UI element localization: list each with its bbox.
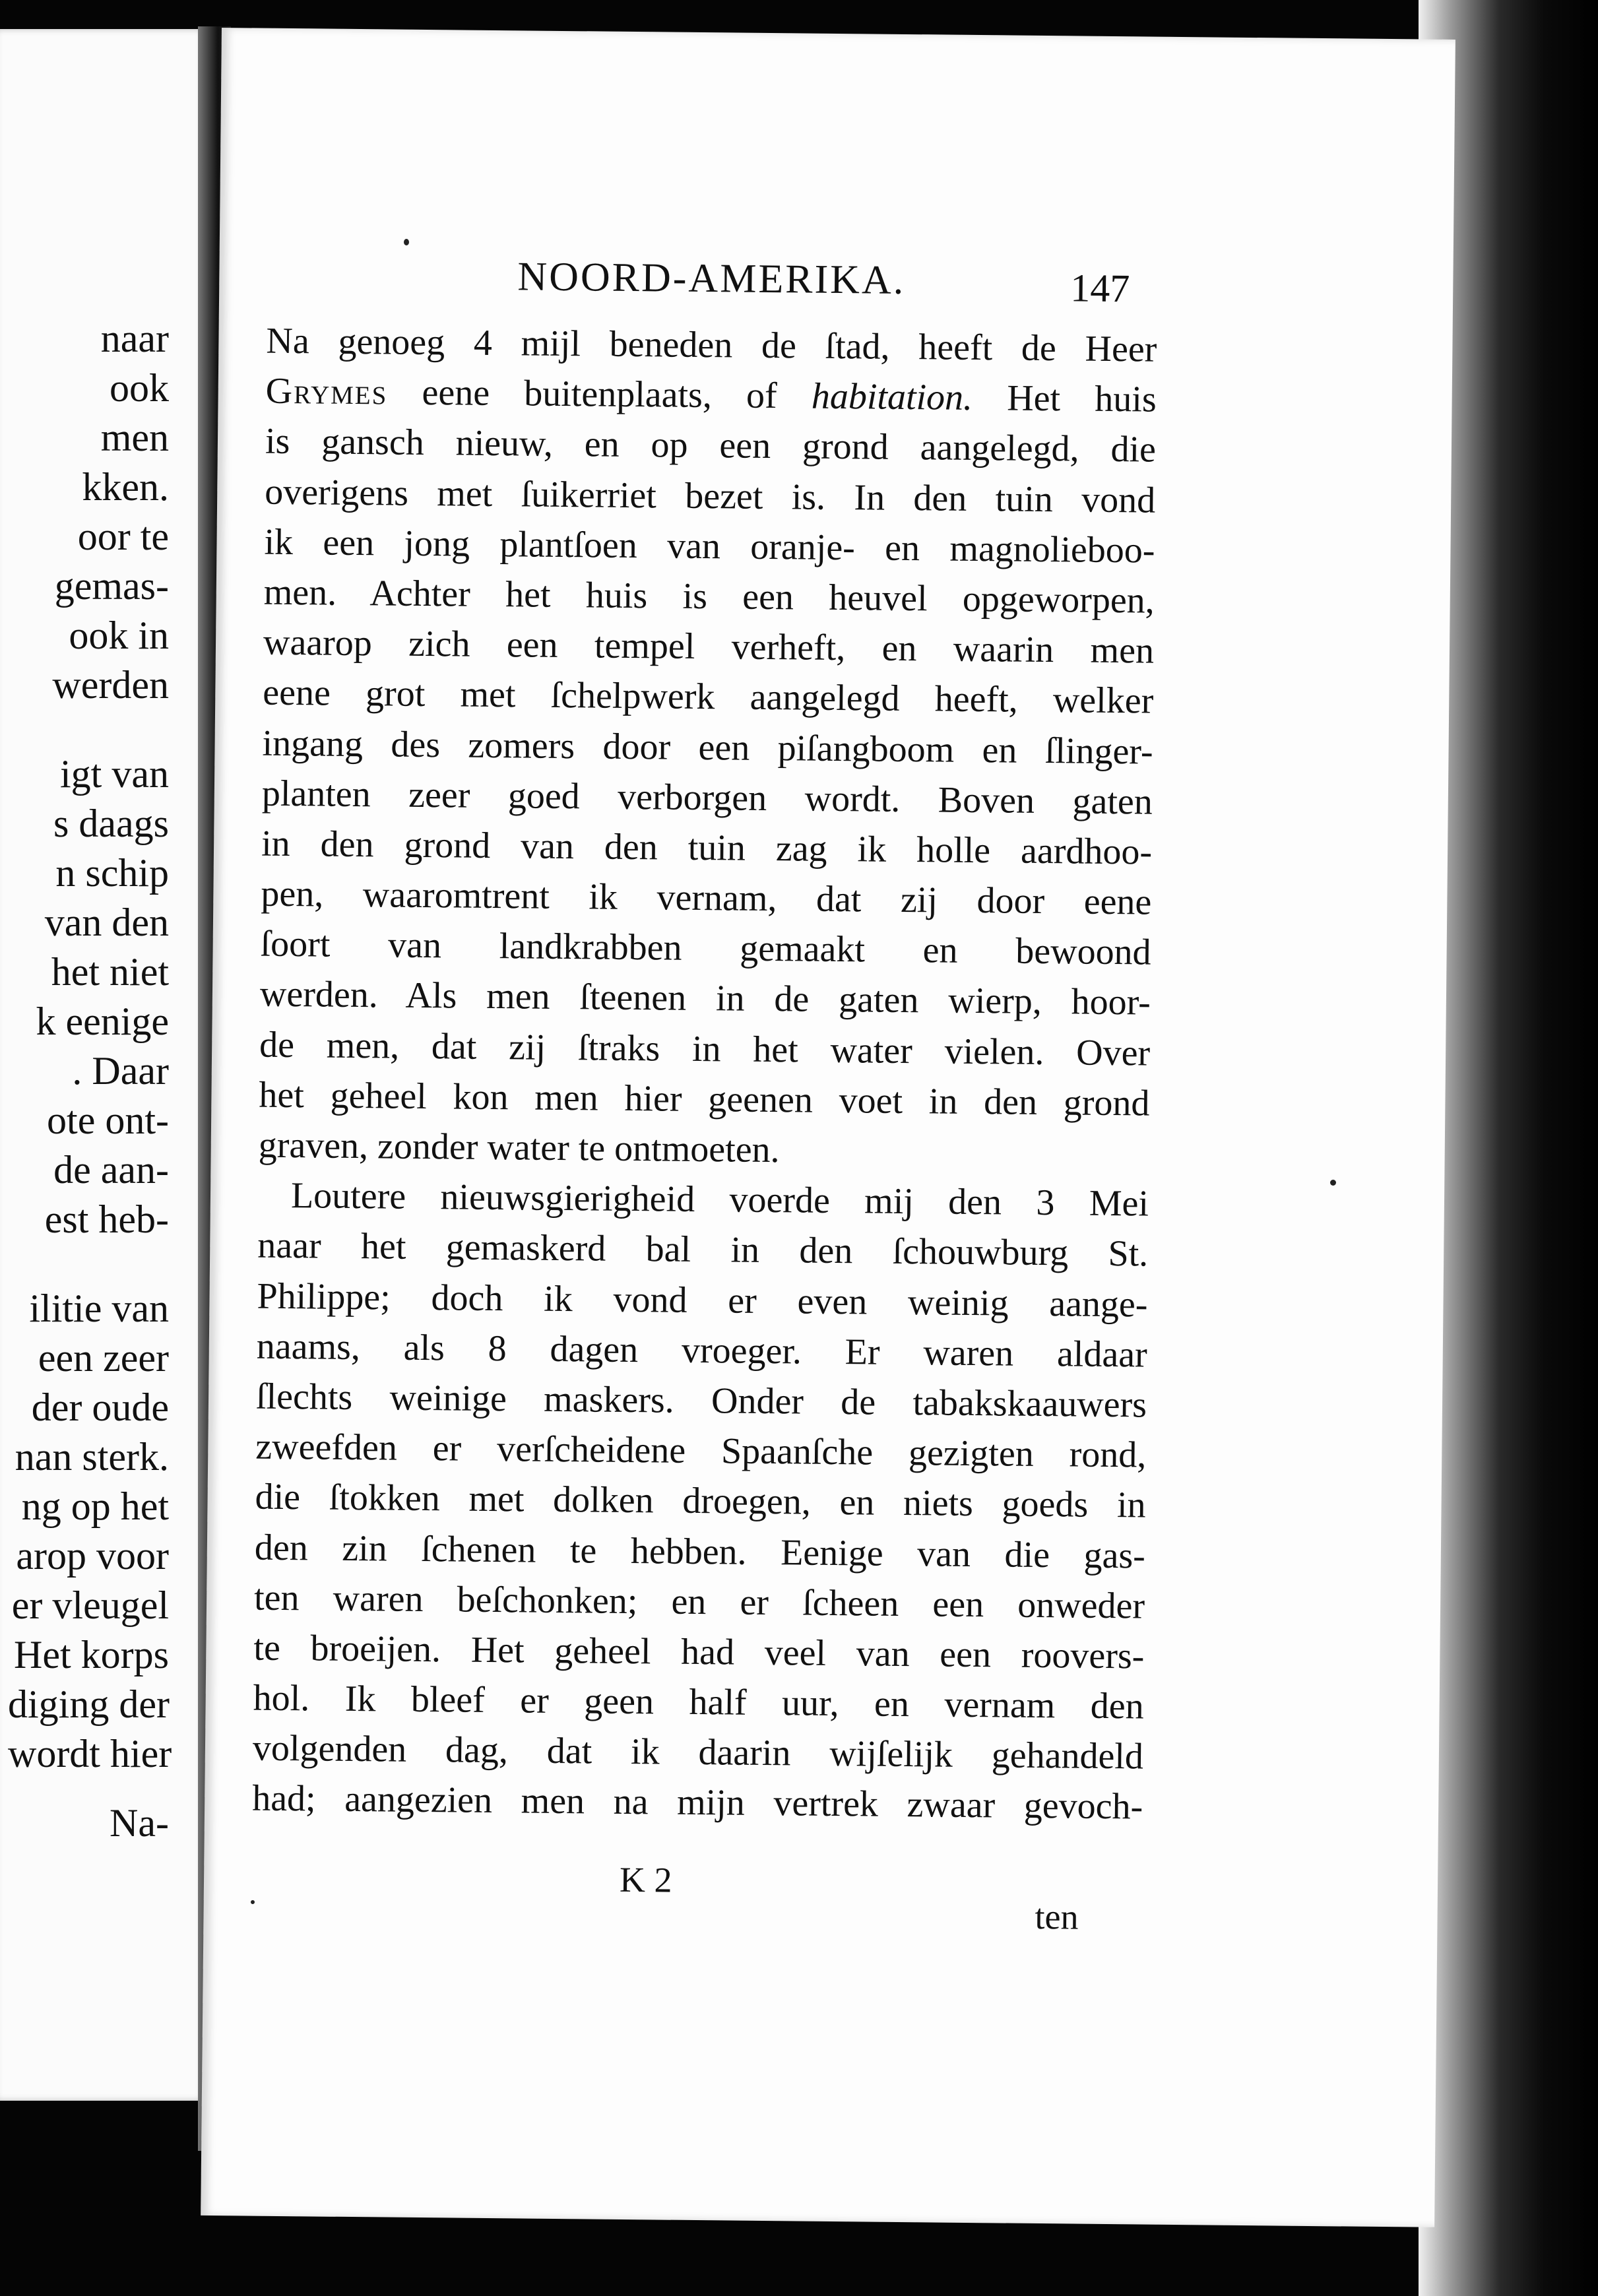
text-line: den zin ſchenen te hebben. Eenige van die gas-: [254, 1527, 1146, 1577]
text-line: graven, zonder water te ontmoeten.: [258, 1124, 780, 1171]
previous-page-line: kken.: [82, 465, 169, 509]
text-line: het geheel kon men hier geenen voet in den grond: [259, 1074, 1150, 1124]
catchword: ten: [1035, 1896, 1079, 1937]
foreign-term: habitation.: [811, 375, 973, 419]
previous-page-line: ng op het: [21, 1484, 169, 1528]
previous-page-fragment: [0, 29, 206, 2101]
text-line: ſlechts weinige maskers. Onder de tabakskaauwers: [255, 1376, 1147, 1426]
signature-mark: K 2: [619, 1859, 672, 1900]
blank-line: [8, 1244, 206, 1284]
text-line: zweefden er verſcheidene Spaanſche gezigten rond,: [255, 1426, 1147, 1476]
ink-speck: [251, 1900, 255, 1904]
text-line: ingang des zomers door een piſangboom en ſlinger-: [262, 722, 1153, 773]
text-line: in den grond van den tuin zag ik holle aardhoo-: [261, 823, 1153, 873]
text-line: overigens met ſuikerriet bezet is. In den tuin vond: [264, 471, 1156, 521]
previous-page-line: gemas-: [54, 564, 169, 608]
text-line: had; aangezien men na mijn vertrek zwaar gevoch-: [251, 1778, 1143, 1828]
previous-page-line: ook: [110, 366, 169, 410]
previous-page-line: naar: [100, 317, 169, 360]
blank-line: [8, 710, 206, 749]
text-line: werden. Als men ſteenen in de gaten wierp, hoor-: [259, 974, 1151, 1024]
previous-page-line: een zeer: [38, 1336, 169, 1380]
person-name: Grymes: [265, 370, 388, 413]
text-line: de men, dat zij ſtraks in het water vielen. Over: [259, 1024, 1151, 1074]
text-line: ten waren beſchonken; en er ſcheen een onweder: [253, 1577, 1145, 1627]
text-line: te broeijen. Het geheel had veel van een roovers-: [253, 1627, 1145, 1677]
previous-page-line: arop voor: [16, 1534, 169, 1578]
previous-page-line: ote ont-: [47, 1099, 169, 1142]
previous-page-line: oor te: [77, 515, 169, 558]
ink-speck: [1330, 1180, 1336, 1186]
page-footer: [204, 1855, 1438, 1937]
previous-page-line: werden: [52, 663, 169, 707]
text-line: naams, als 8 dagen vroeger. Er waren aldaar: [256, 1325, 1148, 1376]
text-line: men. Achter het huis is een heuvel opgeworpen,: [263, 571, 1155, 622]
previous-page-line: wordt hier: [8, 1732, 172, 1775]
text-line: ſoort van landkrabben gemaakt en bewoond: [260, 923, 1151, 973]
running-title: NOORD-AMERIKA.: [517, 254, 906, 303]
previous-page-catchword: Na-: [110, 1801, 169, 1845]
running-head: [219, 251, 1454, 322]
text-line: pen, waaromtrent ik vernam, dat zij door eene: [261, 873, 1152, 923]
previous-page-line: de aan-: [53, 1148, 169, 1192]
previous-page-line: ook in: [69, 614, 169, 657]
previous-page-line: het niet: [51, 950, 169, 994]
previous-page-line: men: [100, 416, 169, 459]
previous-page-line: est heb-: [44, 1197, 169, 1241]
body-text: [252, 316, 1157, 1832]
text-line: planten zeer goed verborgen wordt. Boven gaten: [261, 773, 1153, 823]
previous-page-line: diging der: [8, 1682, 170, 1726]
paragraph-start-line: Loutere nieuwsgierigheid voerde mij den 3 Mei: [290, 1175, 1149, 1225]
ink-speck: [404, 239, 409, 245]
previous-page-line: k eenige: [36, 1000, 169, 1043]
text-line: volgenden dag, dat ik daarin wijſelijk gehandeld: [252, 1727, 1144, 1777]
text-line: hol. Ik bleef er geen half uur, en vernam den: [253, 1677, 1144, 1727]
text-line: eene grot met ſchelpwerk aangelegd heeft, welker: [263, 672, 1154, 722]
book-page: [201, 28, 1455, 2227]
previous-page-line: igt van: [60, 752, 169, 796]
previous-page-line: . Daar: [72, 1049, 169, 1093]
text-line: is gansch nieuw, en op een grond aangelegd, die: [265, 421, 1157, 470]
text-line: Grymes eene buitenplaats, of habitation. Het huis: [265, 370, 1157, 420]
previous-page-line: er vleugel: [11, 1583, 169, 1627]
text-line: Philippe; doch ik vond er even weinig aange-: [257, 1275, 1148, 1325]
page-number: 147: [1070, 266, 1130, 311]
text-line: ik een jong plantſoen van oranje- en magnolieboo-: [264, 521, 1155, 571]
previous-page-line: n schip: [55, 851, 169, 895]
previous-page-line: Het korps: [14, 1633, 169, 1676]
text-line: naar het gemaskerd bal in den ſchouwburg St.: [257, 1225, 1149, 1275]
text-line: die ſtokken met dolken droegen, en niets goeds in: [255, 1476, 1146, 1526]
previous-page-line: nan sterk.: [15, 1435, 169, 1479]
text-line: Na genoeg 4 mijl beneden de ſtad, heeft de Heer: [266, 320, 1157, 370]
previous-page-line: s daags: [53, 802, 169, 845]
previous-page-text: [8, 314, 206, 1848]
previous-page-line: van den: [44, 901, 169, 944]
previous-page-line: ilitie van: [29, 1287, 169, 1330]
text-line: waarop zich een tempel verheft, en waarin men: [263, 622, 1155, 672]
previous-page-line: der oude: [31, 1386, 169, 1429]
